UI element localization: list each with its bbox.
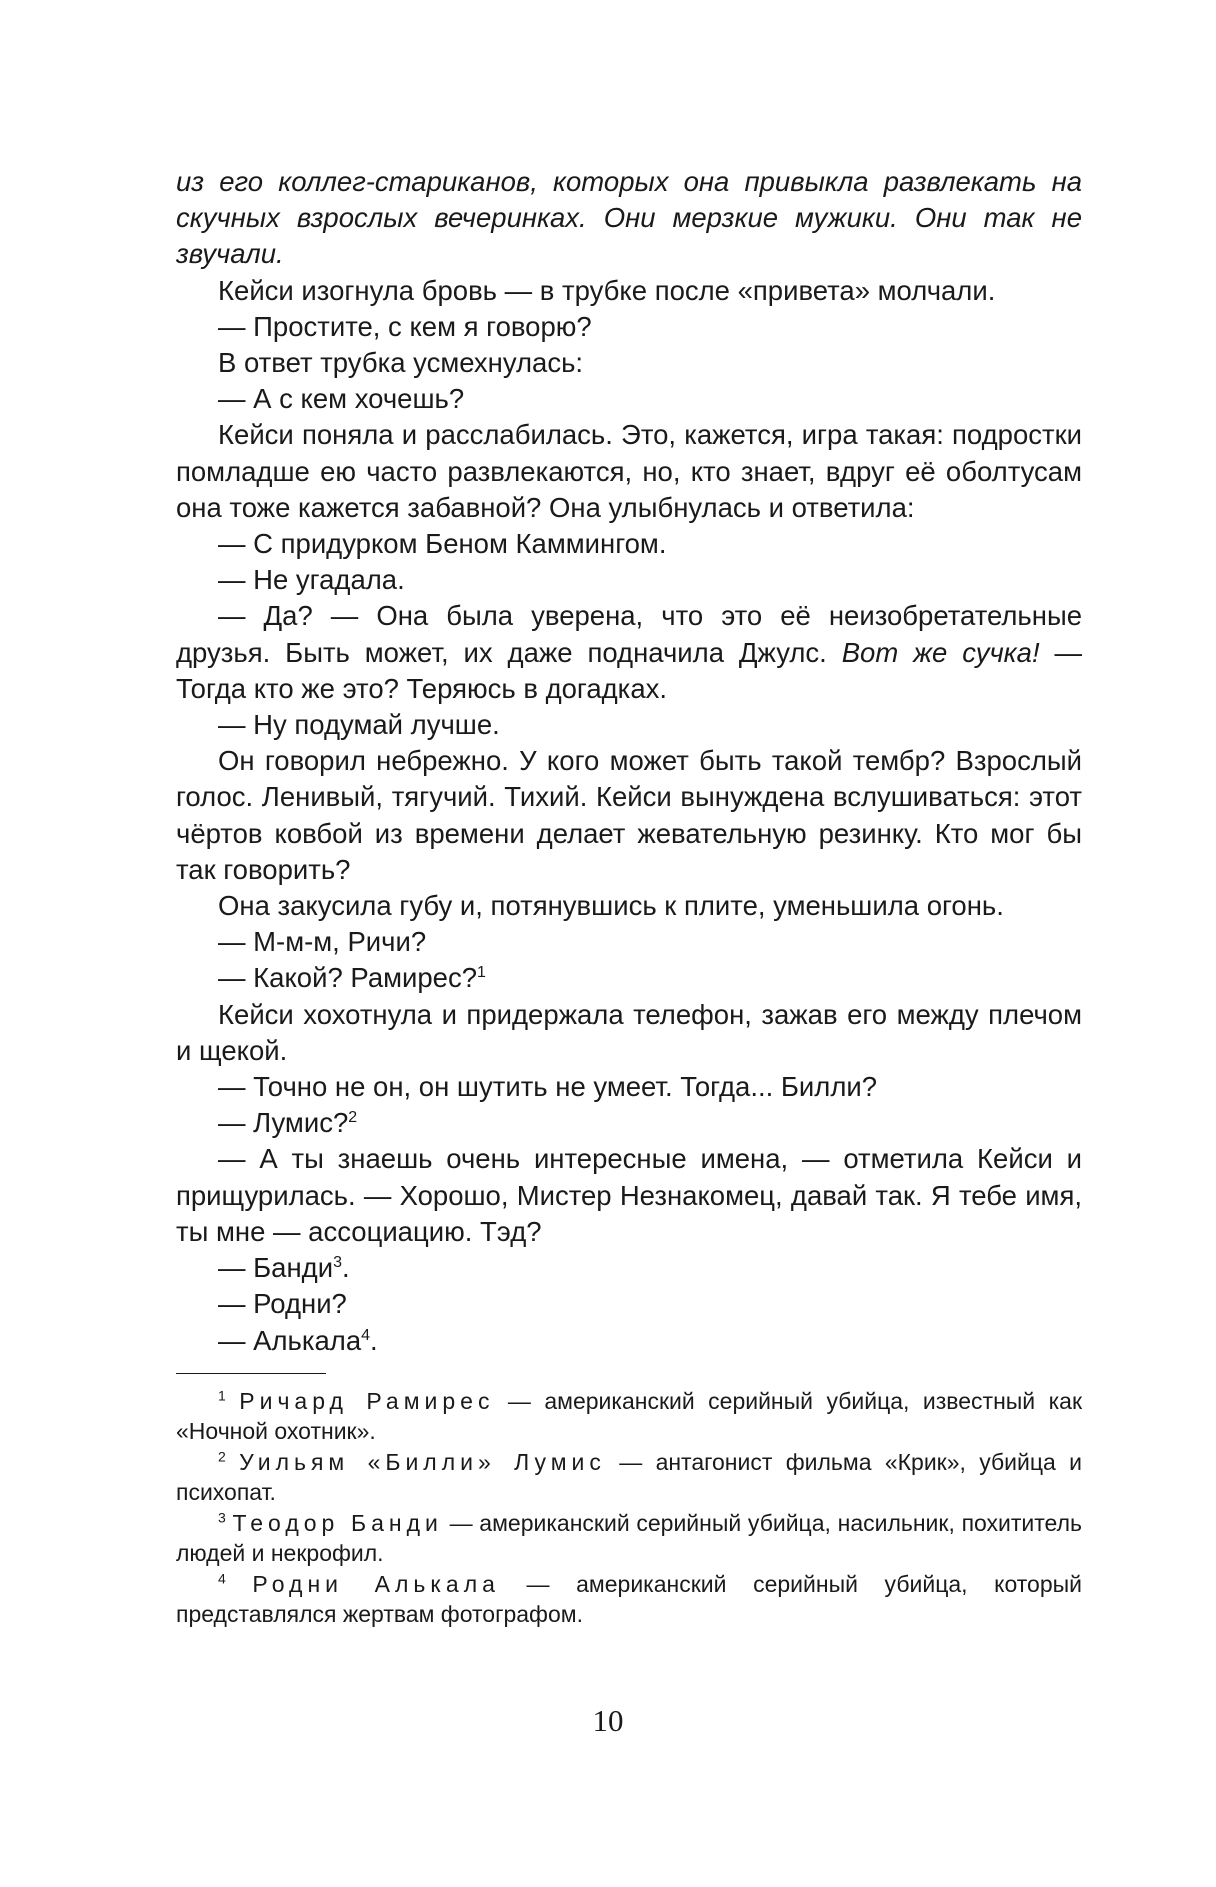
page-body (176, 164, 1082, 1630)
footnote-name: Родни Алькала (252, 1570, 500, 1597)
paragraph: Кейси поняла и расслабилась. Это, кажется, игра такая: подростки помладше ею часто развлекаются, но, кто знает, вдруг её оболтусам она тоже кажется забавной? Она улыбнулась и ответила: (176, 419, 1082, 523)
dialogue-line: — А с кем хочешь? (218, 383, 465, 415)
dialogue-line: — М-м-м, Ричи? (218, 926, 427, 958)
dialogue-line (176, 1250, 1082, 1286)
dialogue-line: — Не угадала. (218, 564, 405, 596)
text-run: — Какой? Рамирес? (218, 962, 478, 994)
text-run: — Алькала (218, 1324, 362, 1356)
footnote-ref: 1 (477, 964, 486, 982)
text-run: — Да? — Она была уверена, что это её неизобретательные друзья. Быть может, их даже подначила Джулс. (176, 600, 1082, 668)
footnote-name: Ричард Рамирес (239, 1387, 495, 1414)
footnote-ref: 4 (361, 1326, 371, 1344)
footnote-name: Уильям «Билли» Лумис (239, 1448, 606, 1475)
page-number: 10 (592, 1703, 624, 1738)
footnote-text: — антагонист фильма «Крик», убийца и психопат. (176, 1448, 1083, 1506)
paragraph: Кейси хохотнула и придержала телефон, зажав его между плечом и щекой. (176, 998, 1082, 1066)
footnote-text: — американский серийный убийца, насильник, похититель людей и некрофил. (176, 1509, 1082, 1567)
paragraph: Она закусила губу и, потянувшись к плите, уменьшила огонь. (218, 890, 1004, 922)
dialogue-line: — Родни? (218, 1288, 347, 1320)
text-run: . (370, 1324, 378, 1356)
dialogue-line: — С придурком Беном Каммингом. (218, 528, 667, 560)
text-run: — Банди (218, 1252, 334, 1284)
text-run: — Лумис? (218, 1107, 349, 1139)
dialogue-line (176, 1323, 1082, 1359)
footnote (176, 1447, 1082, 1508)
footnote-text: — американский серийный убийца, который представлялся жертвам фотографом. (176, 1570, 1082, 1628)
footnote-name: Теодор Банди (232, 1509, 443, 1536)
paragraph: из его коллег-стариканов, которых она привыкла развлекать на скучных взрослых вечеринках. Они мерзкие мужики. Они так не звучали. (176, 166, 1082, 270)
dialogue-line: — А ты знаешь очень интересные имена, — отметила Кейси и прищурилась. — Хорошо, Мистер Незнакомец, давай так. Я тебе имя, ты мне — ассоциацию. Тэд? (176, 1143, 1082, 1247)
dialogue-line (176, 598, 1082, 707)
footnote-number: 3 (218, 1509, 226, 1526)
footnote-ref: 3 (333, 1253, 342, 1271)
dialogue-line: — Точно не он, он шутить не умеет. Тогда... Билли? (218, 1071, 878, 1103)
footnote-divider (176, 1373, 326, 1374)
footnote-number: 4 (218, 1570, 226, 1587)
footnote-text: — американский серийный убийца, известный как «Ночной охотник». (176, 1387, 1083, 1445)
footnote-number: 2 (218, 1448, 226, 1465)
italic-text-run: Вот же сучка! (841, 636, 1040, 668)
dialogue-line: — Ну подумай лучше. (218, 709, 500, 741)
paragraph: Он говорил небрежно. У кого может быть такой тембр? Взрослый голос. Ленивый, тягучий. Тихий. Кейси вынуждена вслушиваться: этот чёртов ковбой из времени делает жевательную резинку. Кто мог бы так говорить? (176, 745, 1082, 885)
paragraph: Кейси изогнула бровь — в трубке после «привета» молчали. (218, 274, 996, 306)
footnote-number: 1 (218, 1387, 226, 1404)
footnote (176, 1508, 1082, 1569)
text-run: — Тогда кто же это? Теряюсь в догадках. (176, 636, 1083, 704)
paragraph: В ответ трубка усмехнулась: (218, 347, 584, 379)
dialogue-line (176, 960, 1082, 996)
footnote (176, 1569, 1082, 1630)
text-run: . (341, 1252, 350, 1284)
footnotes (176, 1386, 1082, 1630)
footnote (176, 1386, 1082, 1447)
dialogue-line (176, 1105, 1082, 1141)
footnote-ref: 2 (348, 1109, 358, 1127)
dialogue-line: — Простите, с кем я говорю? (218, 310, 592, 342)
